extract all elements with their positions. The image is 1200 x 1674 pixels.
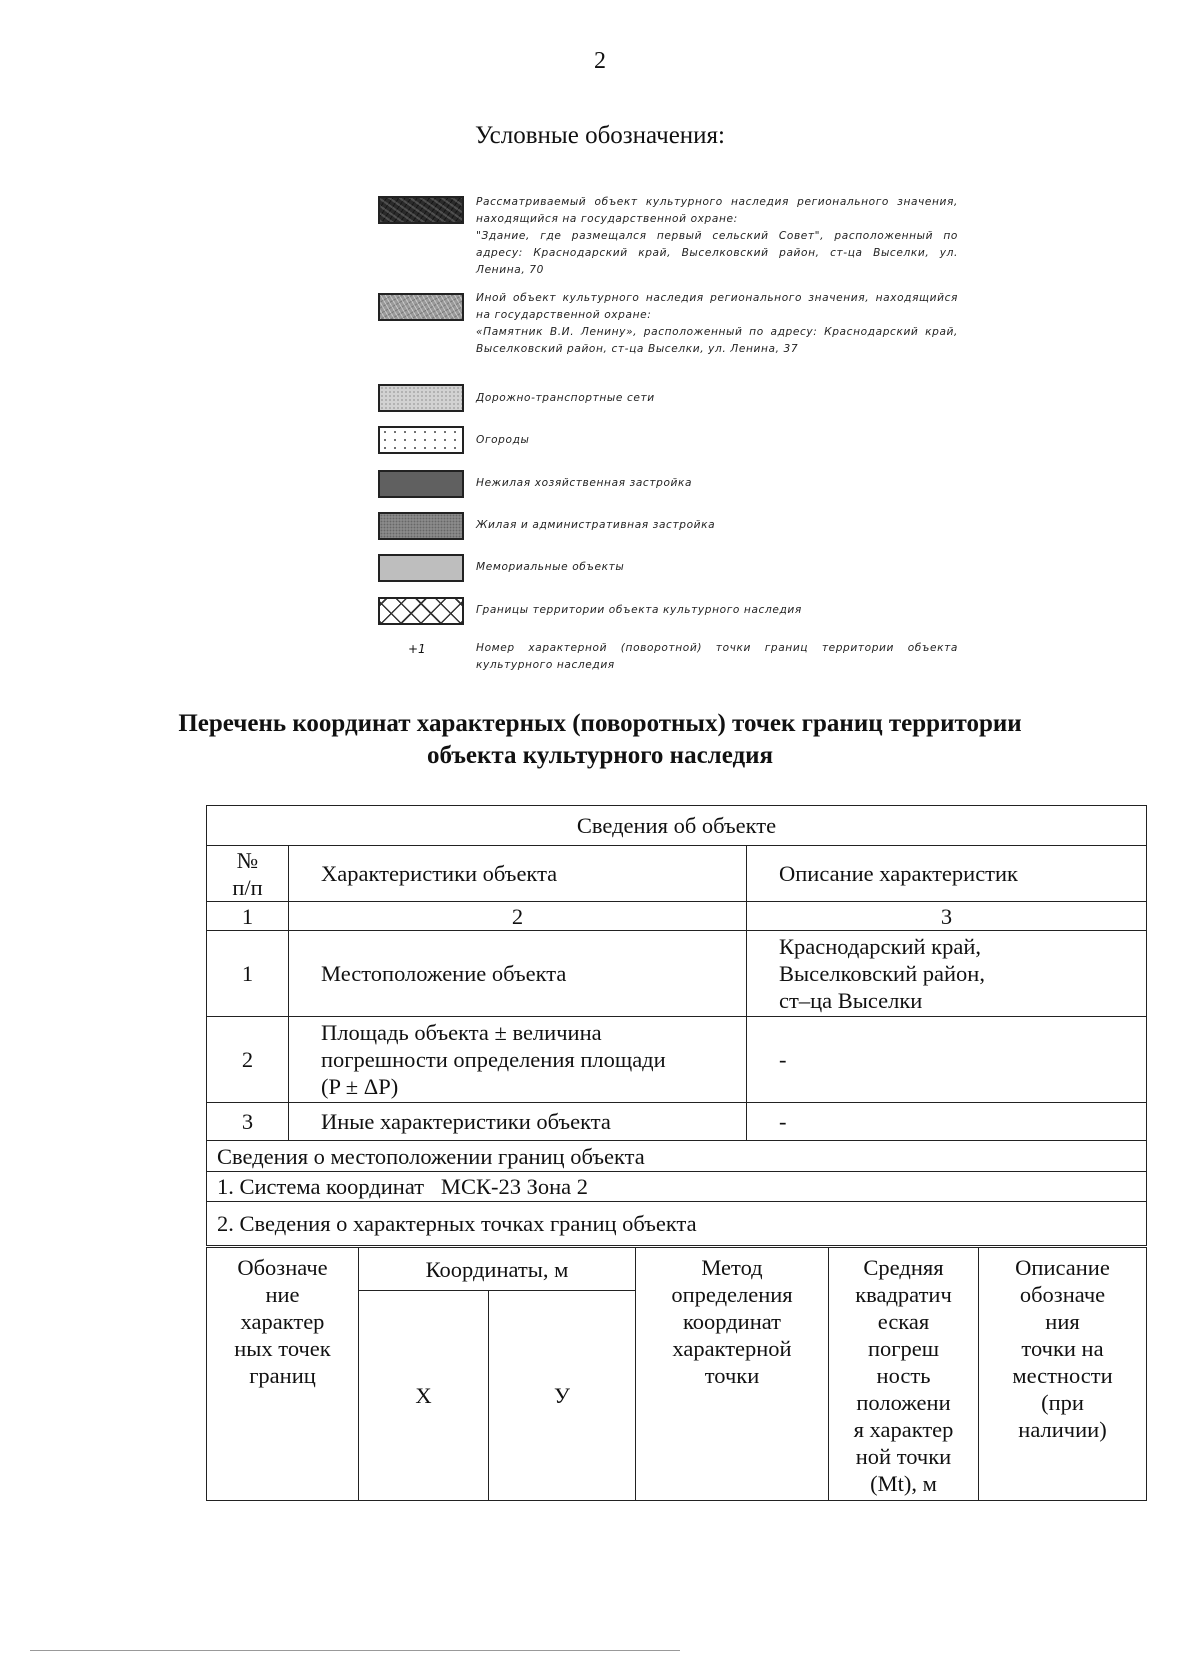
bottom-rule	[30, 1650, 680, 1651]
residential-swatch	[378, 512, 464, 540]
row-description: -	[747, 1017, 1147, 1103]
coordinates-list-title: Перечень координат характерных (поворотных) точек границ территории объекта культурного наследия	[178, 710, 1022, 769]
col-header-method: Метод определения координат характерной точки	[636, 1248, 829, 1501]
col-header-mse: Средняя квадратич еская погреш ность положени я характер ной точки (Mt), м	[829, 1248, 979, 1501]
row-characteristic: Площадь объекта ± величина погрешности определения площади (P ± ΔP)	[289, 1017, 747, 1103]
legend-item-roads	[378, 384, 958, 414]
row-description: -	[747, 1103, 1147, 1141]
table-header: Сведения об объекте	[207, 806, 1147, 846]
memorial-swatch	[378, 554, 464, 582]
page-number: 2	[594, 48, 606, 74]
row-description: Краснодарский край, Выселковский район, ст–ца Выселки	[747, 931, 1147, 1017]
col-header-x: X	[359, 1291, 489, 1501]
legend-item-text: Мемориальные объекты	[476, 561, 625, 573]
col-header-num: № п/п	[207, 846, 289, 902]
table-row	[207, 1017, 1147, 1103]
legend-item-non-residential	[378, 470, 958, 500]
legend-item-text: Жилая и административная застройка	[476, 519, 716, 531]
legend-item-text: Огороды	[476, 434, 530, 446]
table-row	[207, 1103, 1147, 1141]
legend-item-text: Нежилая хозяйственная застройка	[476, 477, 693, 489]
row-characteristic: Местоположение объекта	[289, 931, 747, 1017]
col-header-point-description: Описание обозначе ния точки на местности (при наличии)	[979, 1248, 1147, 1501]
legend-title: Условные обозначения:	[474, 122, 726, 149]
non-residential-swatch	[378, 470, 464, 498]
col-header-designation: Обозначе ние характер ных точек границ	[207, 1248, 359, 1501]
table-row	[207, 931, 1147, 1017]
legend-item-residential	[378, 512, 958, 542]
legend-item-text: Границы территории объекта культурного наследия	[476, 604, 802, 616]
table-index-cell: 1	[207, 902, 289, 931]
legend-item-point-number	[378, 640, 958, 680]
legend-item-territory-border	[378, 597, 958, 627]
legend-item-gardens	[378, 426, 958, 456]
row-num: 3	[207, 1103, 289, 1141]
table-index-cell: 2	[289, 902, 747, 931]
legend-item-memorial	[378, 554, 958, 584]
coordinate-system: 1. Система координат МСК-23 Зона 2	[207, 1172, 1147, 1202]
other-heritage-object-swatch	[378, 293, 464, 321]
col-header-description: Описание характеристик	[747, 846, 1147, 902]
boundaries-header: Сведения о местоположении границ объекта	[207, 1141, 1147, 1172]
legend-item-other-object	[378, 290, 958, 360]
main-heritage-object-swatch	[378, 196, 464, 224]
col-header-coordinates: Координаты, м	[359, 1248, 636, 1291]
legend-item-text: Иной объект культурного наследия регионального значения, находящийся на государственной охране: «Памятник В.И. Ленину», расположенный по адресу: Краснодарский край, Выселковский район, ст-ца Выселки, ул. Ленина, 37	[476, 292, 958, 355]
row-characteristic: Иные характеристики объекта	[289, 1103, 747, 1141]
territory-border-swatch	[378, 597, 464, 625]
road-network-swatch	[378, 384, 464, 412]
legend-item-main-object	[378, 194, 958, 284]
point-marker-icon: +1	[408, 642, 426, 656]
legend-item-text: Номер характерной (поворотной) точки границ территории объекта культурного наследия	[476, 642, 958, 671]
col-header-characteristics: Характеристики объекта	[289, 846, 747, 902]
characteristic-points-table	[206, 1247, 1147, 1501]
points-header: 2. Сведения о характерных точках границ объекта	[207, 1202, 1147, 1246]
table-index-cell: 3	[747, 902, 1147, 931]
legend-item-text: Рассматриваемый объект культурного наследия регионального значения, находящийся на государственной охране: "Здание, где размещался первый сельский Совет", расположенный по адресу: Краснодарский край, Выселковский район, ст-ца Выселки, ул. Ленина, 70	[476, 196, 958, 276]
object-info-table	[206, 805, 1147, 1246]
gardens-swatch	[378, 426, 464, 454]
row-num: 2	[207, 1017, 289, 1103]
legend-item-text: Дорожно-транспортные сети	[476, 392, 655, 404]
row-num: 1	[207, 931, 289, 1017]
col-header-y: У	[489, 1291, 636, 1501]
